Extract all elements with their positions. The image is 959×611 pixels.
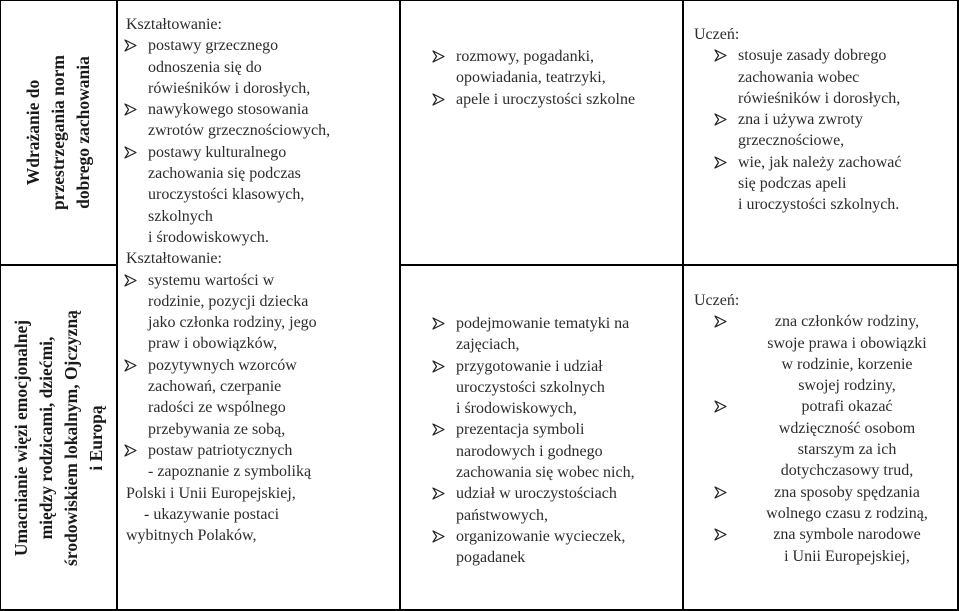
item-line: zachowania się podczas	[148, 165, 301, 183]
forms-extra-lines-2	[122, 483, 397, 547]
item-line: szkolnych	[148, 207, 213, 225]
list-item	[712, 396, 956, 481]
item-line: podejmowanie tematyki na	[456, 315, 630, 332]
column-divider-2	[399, 0, 401, 611]
arrow-bullet-icon	[713, 399, 728, 414]
item-line: prezentacja symboli	[456, 421, 585, 439]
item-line: rozmowy, pogadanki,	[456, 48, 595, 65]
arrow-bullet-icon	[713, 527, 728, 542]
outcomes-header-row-1: Uczeń:	[694, 26, 740, 43]
extra-line: Polski i Unii Europejskiej,	[126, 484, 296, 502]
list-item	[122, 355, 397, 440]
row-1-topic	[21, 55, 96, 210]
item-line: zajęciach,	[456, 336, 520, 354]
arrow-bullet-icon	[123, 102, 138, 117]
item-line: w rodzinie, korzenie	[781, 355, 913, 373]
item-line: państwowych,	[456, 506, 548, 524]
item-line: zna symbole narodowe	[773, 526, 921, 544]
arrow-bullet-icon	[713, 48, 728, 63]
methods-list-row-1	[430, 46, 680, 110]
item-line: odnoszenia się do	[148, 58, 262, 76]
list-item	[430, 356, 680, 420]
item-line: pozytywnych wzorców	[148, 356, 297, 374]
arrow-bullet-icon	[431, 529, 446, 544]
item-line: przebywania ze sobą,	[148, 420, 286, 438]
item-line: postaw patriotycznych	[148, 441, 293, 459]
item-line: organizowanie wycieczek,	[456, 527, 626, 545]
methods-cell-row-1	[430, 46, 680, 110]
arrow-bullet-icon	[431, 359, 446, 374]
item-line: przygotowanie i udział	[456, 357, 603, 375]
arrow-bullet-icon	[431, 422, 446, 437]
list-item	[122, 440, 397, 461]
forms-list-row-2	[122, 270, 397, 462]
methods-cell-row-2	[430, 313, 680, 569]
list-item	[712, 45, 956, 109]
outcomes-cell-row-1	[694, 24, 956, 216]
item-line: jako członka rodziny, jego	[148, 314, 317, 332]
list-item	[122, 270, 397, 355]
item-line: wie, jak należy zachować	[738, 153, 902, 171]
outcomes-list-row-1	[712, 45, 956, 215]
outcomes-list-row-2	[712, 311, 956, 567]
arrow-bullet-icon	[713, 155, 728, 170]
forms-cell	[122, 14, 397, 546]
item-line: rodzinie, pozycji dziecka	[148, 292, 309, 310]
extra-line: - zapoznanie z symboliką	[148, 463, 312, 481]
forms-extra-lines	[122, 461, 397, 482]
arrow-bullet-icon	[713, 112, 728, 127]
item-line: zachowań, czerpanie	[148, 378, 282, 396]
extra-line: - ukazywanie postaci	[144, 505, 280, 523]
extra-line: wybitnych Polaków,	[126, 527, 257, 545]
item-line: swoje prawa i obowiązki	[767, 334, 927, 352]
list-item	[122, 99, 397, 142]
item-line: dotychczasowy trud,	[780, 462, 914, 480]
item-line: apele i uroczystości szkolne	[456, 90, 636, 108]
forms-header-row-1: Kształtowanie:	[126, 16, 222, 33]
arrow-bullet-icon	[431, 486, 446, 501]
item-line: opowiadania, teatrzyki,	[456, 69, 606, 87]
item-line: rówieśników i dorosłych,	[148, 79, 311, 97]
item-line: radości ze wspólnego	[148, 399, 286, 417]
item-line: nawykowego stosowania	[148, 101, 309, 119]
table-border-top	[0, 0, 959, 1]
column-divider-1	[116, 0, 118, 611]
item-line: starszym za ich	[797, 441, 897, 459]
arrow-bullet-icon	[123, 358, 138, 373]
topic-line: między rodzicami, dziećmi,	[35, 336, 56, 539]
item-line: grzecznościowe,	[738, 132, 845, 150]
item-line: stosuje zasady dobrego	[738, 47, 887, 65]
topic-line: i Europą	[85, 404, 106, 471]
outcomes-cell-row-2	[694, 290, 956, 567]
item-line: i uroczystości szkolnych.	[738, 196, 900, 214]
item-line: uroczystości szkolnych	[456, 378, 605, 396]
arrow-bullet-icon	[713, 314, 728, 329]
item-line: udział w uroczystościach	[456, 485, 617, 503]
item-line: i Unii Europejskiej,	[784, 547, 910, 565]
item-line: narodowych i godnego	[456, 442, 603, 460]
arrow-bullet-icon	[123, 443, 138, 458]
topic-line: przestrzegania norm	[48, 54, 68, 211]
list-item	[712, 109, 956, 152]
list-item	[122, 35, 397, 99]
item-line: zna sposoby spędzania	[774, 483, 920, 501]
topic-line: środowiskiem lokalnym, Ojczyzną	[60, 309, 81, 566]
methods-list-row-2	[430, 313, 680, 569]
item-line: potrafi okazać	[801, 398, 893, 416]
item-line: wdzięczność osobom	[778, 419, 916, 437]
row-1-topic-cell	[1, 1, 116, 264]
arrow-bullet-icon	[431, 316, 446, 331]
list-item	[430, 313, 680, 356]
list-item	[712, 311, 956, 396]
item-line: postawy grzecznego	[148, 37, 279, 55]
column-divider-3	[682, 0, 684, 611]
item-line: zwrotów grzecznościowych,	[148, 122, 331, 140]
list-item	[712, 482, 956, 525]
forms-header-row-2: Kształtowanie:	[126, 250, 222, 268]
arrow-bullet-icon	[123, 273, 138, 288]
item-line: i środowiskowych.	[148, 228, 269, 246]
arrow-bullet-icon	[713, 485, 728, 500]
item-line: pogadanek	[456, 549, 526, 567]
item-line: systemu wartości w	[148, 271, 275, 289]
list-item	[430, 483, 680, 526]
arrow-bullet-icon	[431, 92, 446, 107]
item-line: praw i obowiązków,	[148, 335, 278, 353]
arrow-bullet-icon	[431, 49, 446, 64]
item-line: wolnego czasu z rodziną,	[766, 504, 928, 522]
item-line: zna i używa zwroty	[738, 111, 863, 129]
arrow-bullet-icon	[123, 145, 138, 160]
row-2-topic-cell	[1, 266, 116, 609]
forms-list-row-1	[122, 35, 397, 248]
topic-line: dobrego zachowania	[73, 56, 93, 209]
item-line: zachowania się wobec nich,	[456, 464, 635, 482]
item-line: uroczystości klasowych,	[148, 186, 305, 204]
item-line: się podczas apeli	[738, 175, 847, 193]
list-item	[430, 89, 680, 110]
item-line: postawy kulturalnego	[148, 143, 287, 161]
item-line: i środowiskowych,	[456, 400, 577, 418]
row-2-topic	[9, 310, 109, 566]
list-item	[430, 419, 680, 483]
item-line: rówieśników i dorosłych,	[738, 89, 901, 107]
list-item	[430, 526, 680, 569]
topic-line: Umacnianie więzi emocjonalnej	[10, 319, 31, 556]
item-line: zna członków rodziny,	[774, 313, 920, 331]
item-line: zachowania wobec	[738, 68, 860, 86]
outcomes-header-row-2: Uczeń:	[694, 292, 740, 309]
list-item	[712, 524, 956, 567]
list-item	[122, 142, 397, 248]
item-line: swojej rodziny,	[798, 377, 896, 395]
arrow-bullet-icon	[123, 38, 138, 53]
list-item	[430, 46, 680, 89]
topic-line: Wdrażanie do	[23, 79, 43, 186]
list-item	[712, 152, 956, 216]
row-divider-right	[400, 264, 959, 266]
